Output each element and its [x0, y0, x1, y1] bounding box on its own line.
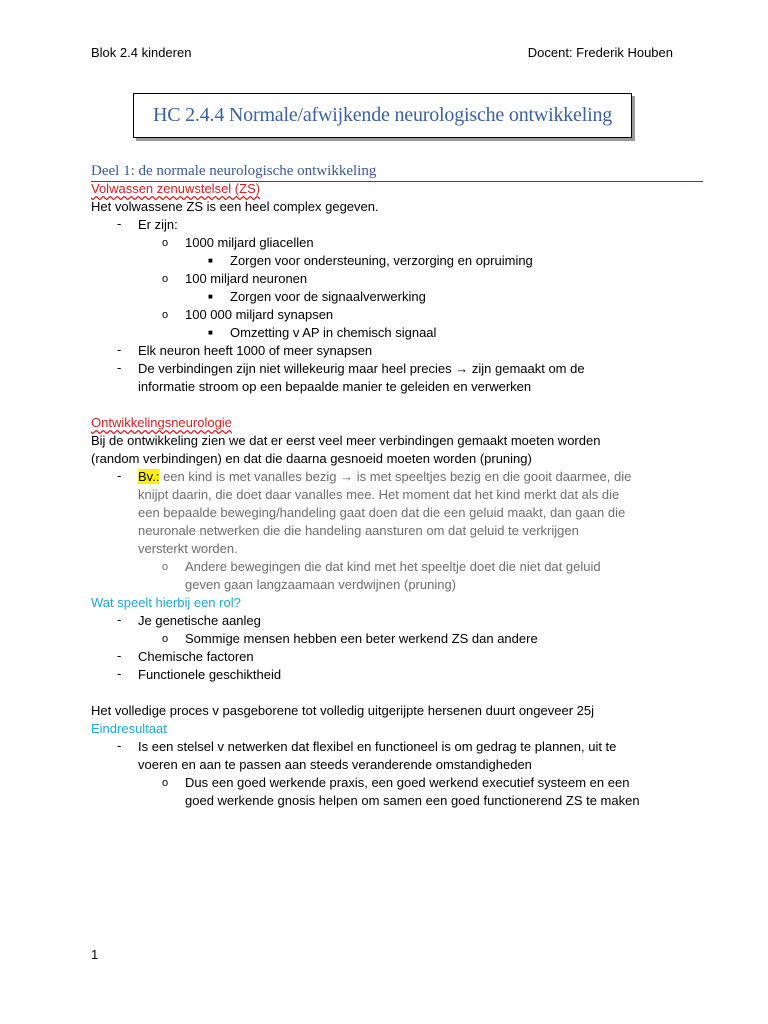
arrow-right-icon: → — [340, 469, 354, 484]
list-item: Zorgen voor de signaalverwerking — [230, 289, 426, 304]
example-subitem: Andere bewegingen die dat kind met het speeltje doet die niet dat geluid — [185, 559, 601, 574]
paragraph: Het volwassene ZS is een heel complex gegeven. — [91, 199, 379, 214]
example-label: Bv.: — [138, 469, 160, 484]
list-item: 1000 miljard gliacellen — [185, 235, 314, 250]
list-item: Dus een goed werkende praxis, een goed werkend executief systeem en een — [185, 775, 630, 790]
list-item: Sommige mensen hebben een beter werkend ZS dan andere — [185, 631, 538, 646]
list-item: Chemische factoren — [138, 649, 254, 664]
example-text: versterkt worden. — [138, 541, 238, 556]
example-text: een bepaalde beweging/handeling gaat doen dat die een geluid maakt, dan gaan die — [138, 505, 626, 520]
list-item-continuation: goed werkende gnosis helpen om samen een goed functionerend ZS te maken — [185, 793, 640, 808]
list-item: Zorgen voor ondersteuning, verzorging en opruiming — [230, 253, 533, 268]
dash-bullet: - — [117, 342, 122, 357]
list-item-continuation: voeren en aan te passen aan steeds veranderende omstandigheden — [138, 757, 532, 772]
list-item-continuation: informatie stroom op een bepaalde manier te geleiden en verwerken — [138, 379, 532, 394]
header-left: Blok 2.4 kinderen — [91, 45, 192, 60]
page-number: 1 — [91, 947, 99, 962]
dash-bullet: - — [117, 738, 122, 753]
dash-bullet: - — [117, 360, 122, 375]
subheading-ontwikkelingsneurologie: Ontwikkelingsneurologie — [91, 415, 232, 430]
dash-bullet: - — [117, 666, 122, 681]
section-heading-1: Deel 1: de normale neurologische ontwikkeling — [91, 161, 703, 182]
paragraph: Het volledige proces v pasgeborene tot volledig uitgerijpte hersenen duurt ongeveer 25j — [91, 703, 594, 718]
title-box — [133, 93, 632, 138]
square-bullet: ■ — [208, 292, 213, 301]
example-subitem: geven gaan langzaamaan verdwijnen (pruning) — [185, 577, 457, 592]
list-item: Elk neuron heeft 1000 of meer synapsen — [138, 343, 373, 358]
dash-bullet: - — [117, 648, 122, 663]
circle-bullet: o — [162, 309, 169, 321]
list-item: De verbindingen zijn niet willekeurig maar heel precies → zijn gemaakt om de — [138, 361, 585, 376]
example-text: Bv.: een kind is met vanalles bezig → is met speeltjes bezig en die gooit daarmee, die — [138, 469, 632, 484]
square-bullet: ■ — [208, 256, 213, 265]
circle-bullet: o — [162, 273, 169, 285]
dash-bullet: - — [117, 468, 122, 483]
list-item: Je genetische aanleg — [138, 613, 261, 628]
circle-bullet: o — [162, 237, 169, 249]
document-title: HC 2.4.4 Normale/afwijkende neurologische ontwikkeling — [152, 104, 613, 126]
paragraph: Bij de ontwikkeling zien we dat er eerst veel meer verbindingen gemaakt moeten worden — [91, 433, 601, 448]
circle-bullet: o — [162, 633, 169, 645]
list-item: Is een stelsel v netwerken dat flexibel en functioneel is om gedrag te plannen, uit te — [138, 739, 617, 754]
list-item: Omzetting v AP in chemisch signaal — [230, 325, 437, 340]
circle-bullet: o — [162, 777, 169, 789]
dash-bullet: - — [117, 216, 122, 231]
header-right: Docent: Frederik Houben — [527, 45, 673, 60]
list-item: Functionele geschiktheid — [138, 667, 282, 682]
list-item: Er zijn: — [138, 217, 178, 232]
dash-bullet: - — [117, 612, 122, 627]
arrow-right-icon: → — [455, 361, 469, 376]
paragraph: (random verbindingen) en dat die daarna gesnoeid moeten worden (pruning) — [91, 451, 532, 466]
example-text: knijpt daarin, die doet daar vanalles mee. Het moment dat het kind merkt dat als die — [138, 487, 620, 502]
list-item: 100 miljard neuronen — [185, 271, 308, 286]
circle-bullet: o — [162, 561, 169, 573]
subheading-volwassen-zs: Volwassen zenuwstelsel (ZS) — [91, 181, 261, 196]
example-text: neuronale netwerken die die handeling aansturen om dat geluid te verkrijgen — [138, 523, 579, 538]
list-item: 100 000 miljard synapsen — [185, 307, 334, 322]
square-bullet: ■ — [208, 328, 213, 337]
question-heading: Wat speelt hierbij een rol? — [91, 595, 241, 610]
subheading-eindresultaat: Eindresultaat — [91, 721, 167, 736]
